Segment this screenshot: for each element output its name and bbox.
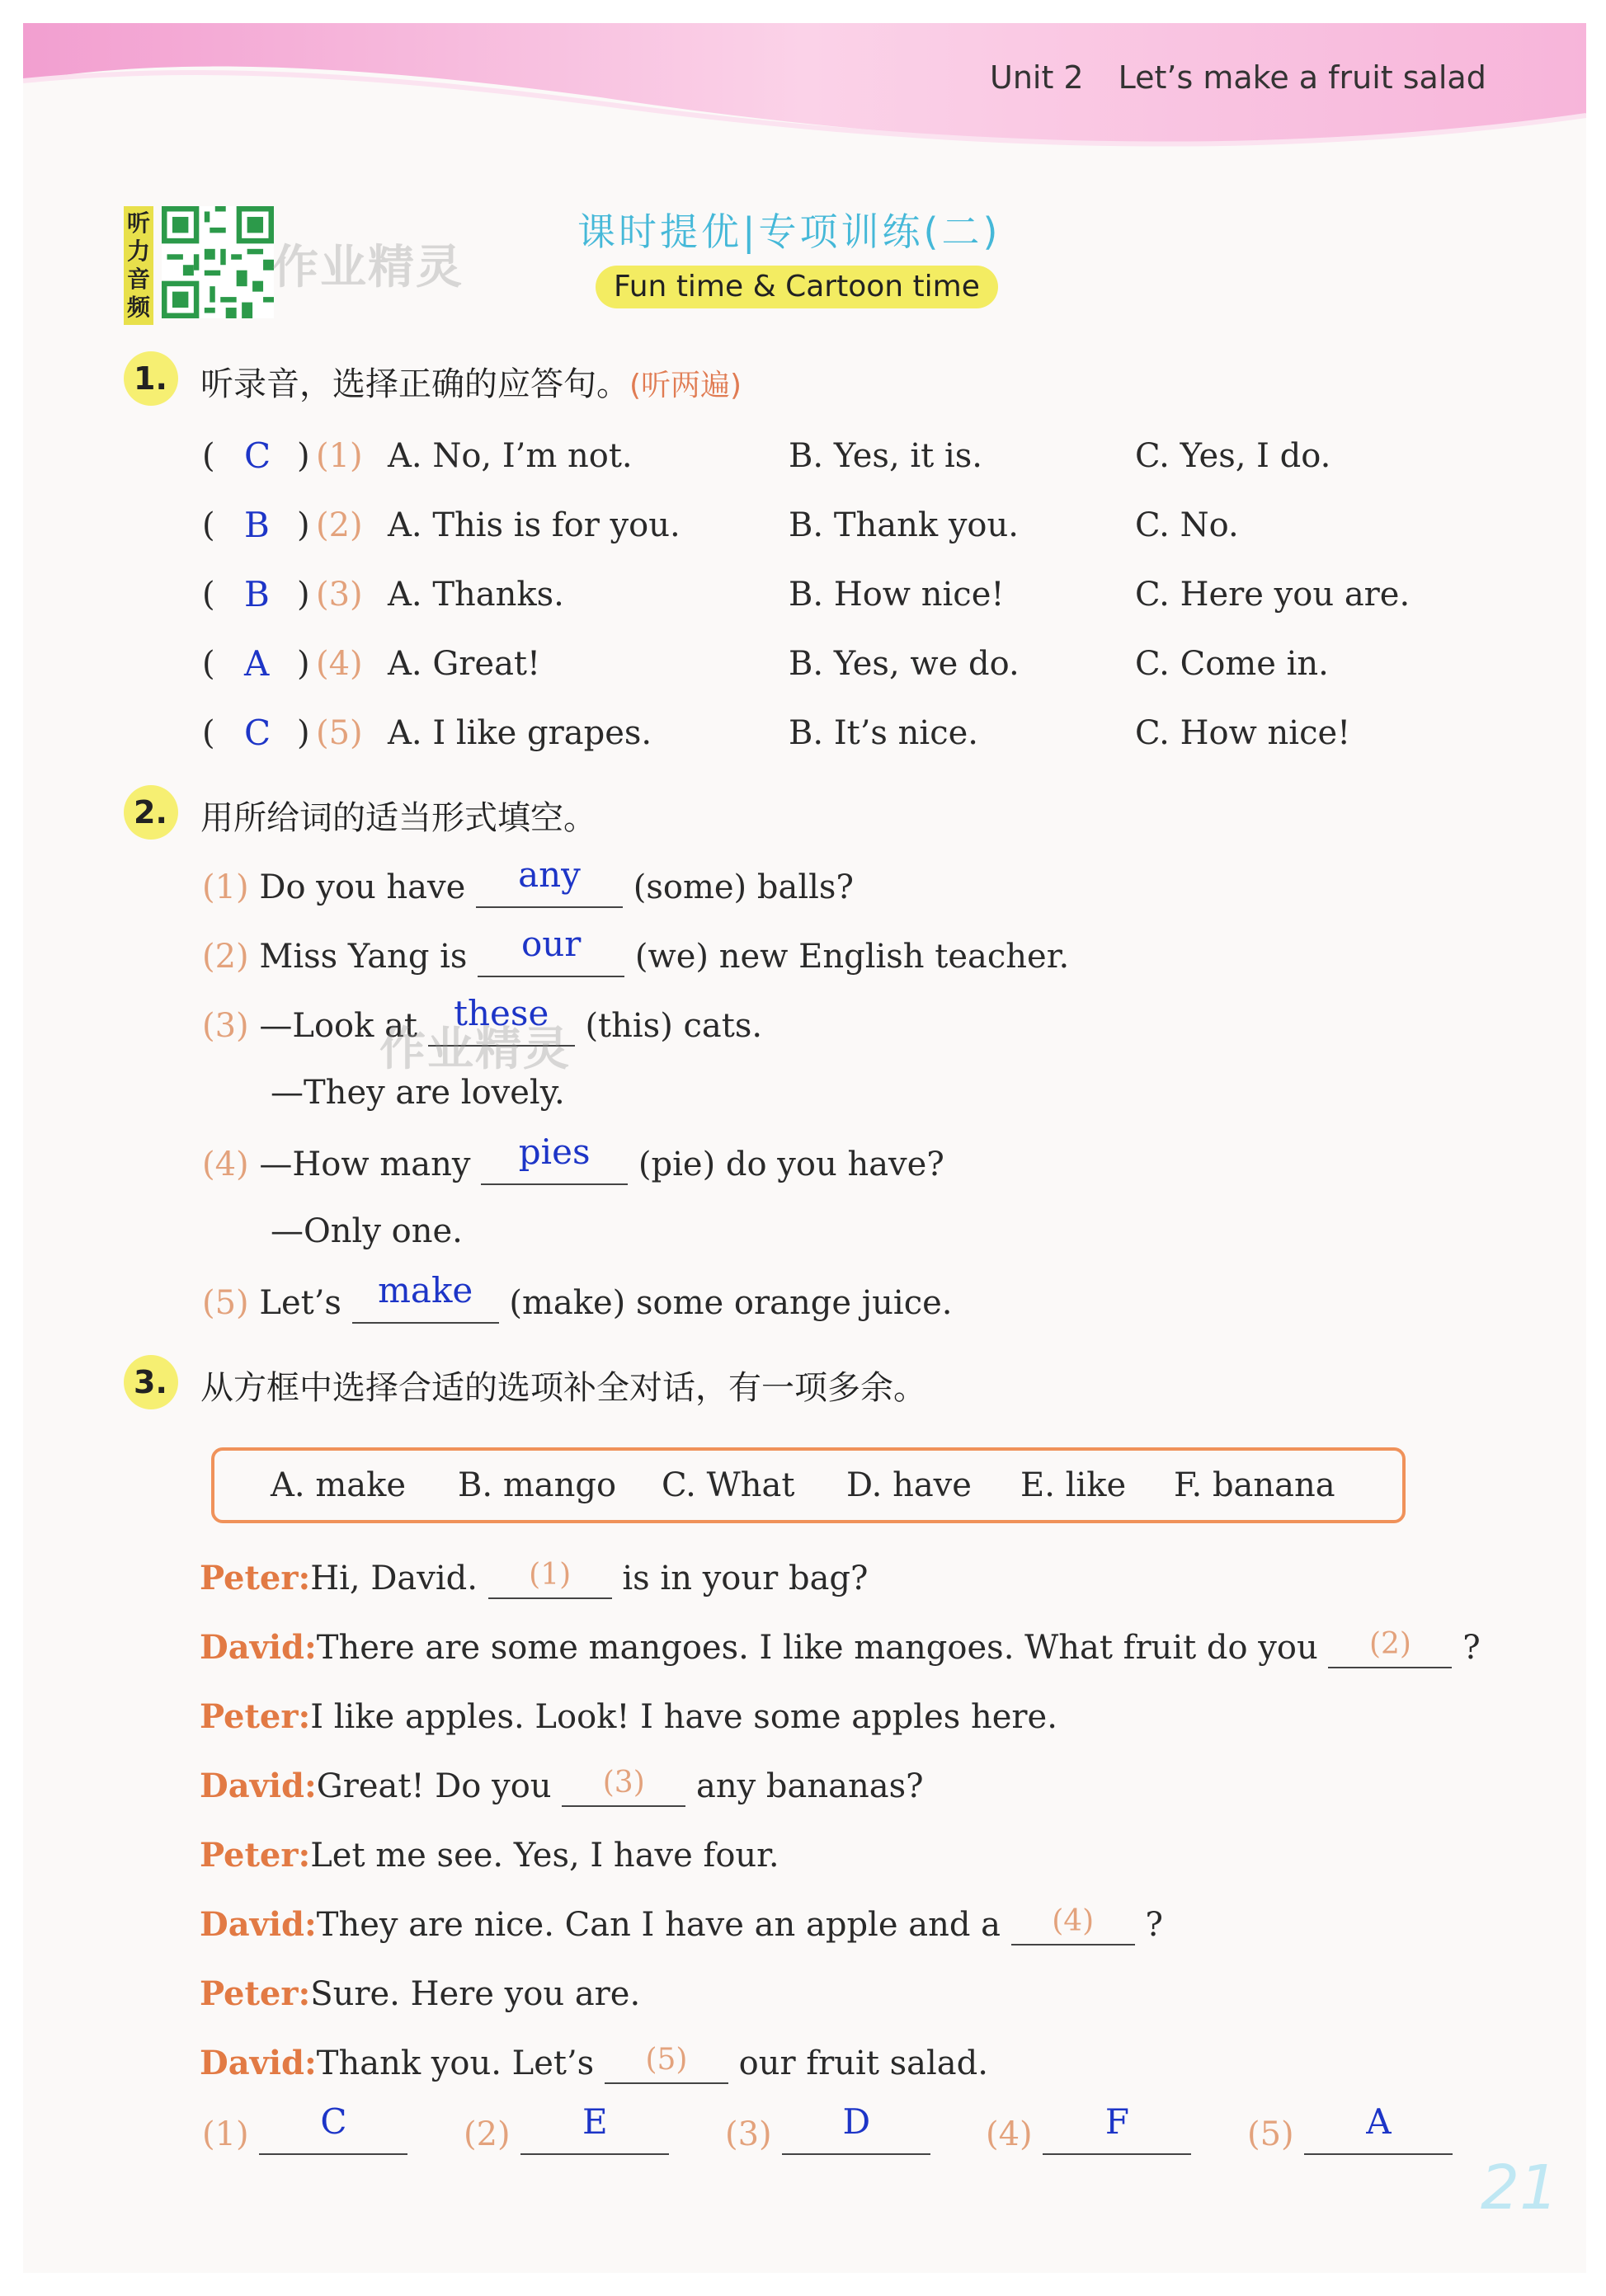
speaker-name: Peter:	[200, 1836, 311, 1875]
audio-label: 听力音频	[124, 206, 153, 325]
answer-text: D	[842, 2101, 871, 2142]
blank-number: (1)	[529, 1558, 572, 1592]
option-a: A. Thanks.	[388, 576, 564, 614]
answer-blank[interactable]	[1043, 2101, 1191, 2155]
item-number: (2)	[464, 2115, 511, 2153]
dialogue-line	[200, 1559, 868, 1599]
answer-slot	[986, 2101, 1191, 2155]
item-number: (1)	[202, 868, 249, 906]
answer-paren-close: )	[297, 645, 310, 683]
option-b: B. Yes, we do.	[789, 645, 1020, 683]
dialogue-text: ?	[1145, 1906, 1163, 1944]
watermark: 作业精灵	[272, 241, 464, 294]
instruction-text: 听录音，选择正确的应答句。	[200, 365, 629, 403]
answer-text: E	[582, 2101, 608, 2142]
q2-reply: —Only one.	[271, 1212, 463, 1250]
option-b: B. How nice!	[789, 576, 1005, 614]
item-number: (5)	[1247, 2115, 1294, 2153]
option-c: C. How nice!	[1135, 714, 1351, 752]
option-item: C. What	[662, 1466, 795, 1504]
answer-blank[interactable]	[782, 2101, 930, 2155]
answer-paren-open: (	[202, 576, 215, 614]
q2-item	[202, 1270, 953, 1324]
q2-item	[202, 924, 1070, 977]
item-number: (4)	[316, 645, 363, 683]
option-c: C. Here you are.	[1135, 576, 1411, 614]
speaker-name: David:	[200, 1905, 317, 1944]
answer-text: our	[520, 924, 582, 964]
option-a: A. No, I’m not.	[388, 437, 633, 475]
question-instruction: 从方框中选择合适的选项补全对话，有一项多余。	[200, 1369, 926, 1407]
dialogue-line	[200, 1697, 1057, 1736]
question-number: 1.	[124, 351, 178, 406]
q2-reply: —They are lovely.	[271, 1074, 565, 1112]
option-a: A. This is for you.	[388, 506, 681, 544]
question-instruction: 用所给词的适当形式填空。	[200, 799, 596, 837]
q2-item	[202, 854, 854, 908]
question-number: 3.	[124, 1355, 178, 1409]
option-item: A. make	[271, 1466, 407, 1504]
item-text: (we) new English teacher.	[634, 938, 1070, 976]
item-number: (5)	[202, 1284, 249, 1322]
dialogue-text: Hi, David.	[310, 1560, 478, 1597]
item-number: (4)	[986, 2115, 1033, 2153]
option-c: C. Yes, I do.	[1135, 437, 1331, 475]
answer-text: B	[244, 574, 270, 614]
dialogue-blank[interactable]	[488, 1560, 612, 1599]
blank-number: (3)	[602, 1766, 645, 1800]
answer-text: any	[518, 854, 581, 895]
dialogue-text: ?	[1462, 1629, 1481, 1667]
question-number: 2.	[124, 785, 178, 840]
options-box	[211, 1447, 1406, 1523]
dialogue-text: our fruit salad.	[738, 2044, 988, 2082]
item-number: (2)	[316, 506, 363, 544]
option-item: E. like	[1020, 1466, 1127, 1504]
dialogue-text: any bananas?	[695, 1767, 924, 1805]
item-text: —How many	[259, 1146, 471, 1183]
answer-text: B	[244, 505, 270, 545]
item-number: (3)	[202, 1007, 249, 1045]
speaker-name: David:	[200, 1767, 317, 1805]
item-number: (3)	[316, 576, 363, 614]
dialogue-text: I like apples. Look! I have some apples here.	[310, 1698, 1057, 1736]
listen-note: (听两遍)	[629, 369, 742, 402]
speaker-name: David:	[200, 2044, 317, 2082]
answer-paren-open: (	[202, 506, 215, 544]
dialogue-blank[interactable]	[562, 1767, 685, 1807]
qr-code-icon[interactable]	[162, 206, 274, 318]
answer-text: pies	[518, 1132, 591, 1172]
speaker-name: Peter:	[200, 1697, 311, 1736]
answer-blank[interactable]	[478, 924, 624, 977]
option-item: F. banana	[1174, 1466, 1335, 1504]
option-b: B. Thank you.	[789, 506, 1019, 544]
unit-header	[990, 59, 1486, 96]
dialogue-text: Great! Do you	[316, 1767, 552, 1805]
item-number: (3)	[725, 2115, 772, 2153]
answer-text: C	[320, 2101, 347, 2142]
answer-text: make	[378, 1270, 473, 1310]
dialogue-text: Let me see. Yes, I have four.	[310, 1837, 779, 1875]
answer-paren-open: (	[202, 437, 215, 475]
answer-paren-close: )	[297, 506, 310, 544]
q2-item	[202, 1132, 944, 1185]
option-a: A. Great!	[388, 645, 541, 683]
dialogue-text: Sure. Here you are.	[310, 1975, 641, 2013]
dialogue-line	[200, 1905, 1163, 1945]
answer-paren-close: )	[297, 437, 310, 475]
question-instruction	[200, 358, 742, 405]
answer-paren-close: )	[297, 576, 310, 614]
answer-text: C	[244, 435, 271, 476]
answer-slot	[202, 2101, 407, 2155]
item-number: (2)	[202, 938, 249, 976]
answer-text: A	[1366, 2101, 1392, 2142]
answer-blank[interactable]	[481, 1132, 628, 1185]
option-item: B. mango	[458, 1466, 617, 1504]
answer-text: C	[244, 713, 271, 753]
blank-number: (4)	[1052, 1904, 1095, 1938]
dialogue-blank[interactable]	[1011, 1906, 1135, 1945]
answer-text: these	[454, 993, 549, 1033]
page-number: 21	[1481, 2152, 1559, 2223]
item-number: (5)	[316, 714, 363, 752]
answer-paren-open: (	[202, 645, 215, 683]
unit-label: Unit 2	[990, 59, 1084, 96]
dialogue-blank[interactable]	[605, 2044, 728, 2084]
item-text: (pie) do you have?	[638, 1146, 944, 1183]
answer-blank[interactable]	[259, 2101, 407, 2155]
watermark: 作业精灵	[379, 1023, 571, 1076]
answer-blank[interactable]	[520, 2101, 669, 2155]
dialogue-line	[200, 2044, 988, 2084]
item-number: (1)	[316, 437, 363, 475]
section-title: 课时提优|专项训练(二)	[577, 209, 1001, 254]
dialogue-text: Thank you. Let’s	[316, 2044, 595, 2082]
option-b: B. Yes, it is.	[789, 437, 982, 475]
dialogue-line	[200, 1628, 1481, 1668]
blank-number: (2)	[1368, 1627, 1411, 1661]
dialogue-line	[200, 1974, 640, 2013]
dialogue-text: There are some mangoes. I like mangoes. What fruit do you	[316, 1629, 1318, 1667]
option-c: C. No.	[1135, 506, 1239, 544]
answer-slot	[1247, 2101, 1453, 2155]
dialogue-line	[200, 1836, 779, 1875]
blank-number: (5)	[645, 2043, 688, 2077]
option-item: D. have	[846, 1466, 972, 1504]
dialogue-line	[200, 1767, 924, 1807]
speaker-name: Peter:	[200, 1974, 311, 2013]
item-number: (1)	[202, 2115, 249, 2153]
item-text: (make) some orange juice.	[509, 1284, 953, 1322]
answer-paren-close: )	[297, 714, 310, 752]
item-text: Let’s	[259, 1284, 341, 1322]
answer-slot	[725, 2101, 930, 2155]
answer-text: A	[244, 643, 270, 684]
item-text: (this) cats.	[585, 1007, 763, 1045]
option-a: A. I like grapes.	[388, 714, 652, 752]
dialogue-blank[interactable]	[1328, 1629, 1452, 1668]
answer-text: F	[1104, 2101, 1129, 2142]
answer-slot	[464, 2101, 669, 2155]
dialogue-text: They are nice. Can I have an apple and a	[316, 1906, 1001, 1944]
answer-blank[interactable]	[352, 1270, 499, 1324]
answer-paren-open: (	[202, 714, 215, 752]
unit-title: Let’s make a fruit salad	[1118, 59, 1486, 96]
option-c: C. Come in.	[1135, 645, 1329, 683]
item-number: (4)	[202, 1146, 249, 1183]
item-text: (some) balls?	[633, 868, 854, 906]
item-text: Do you have	[259, 868, 466, 906]
speaker-name: Peter:	[200, 1559, 311, 1597]
dialogue-text: is in your bag?	[622, 1560, 869, 1597]
speaker-name: David:	[200, 1628, 317, 1667]
item-text: —Look at	[259, 1007, 417, 1045]
answer-blank[interactable]	[1304, 2101, 1453, 2155]
section-subtitle: Fun time & Cartoon time	[596, 266, 998, 308]
answer-blank[interactable]	[476, 854, 623, 908]
item-text: Miss Yang is	[259, 938, 468, 976]
option-b: B. It’s nice.	[789, 714, 978, 752]
